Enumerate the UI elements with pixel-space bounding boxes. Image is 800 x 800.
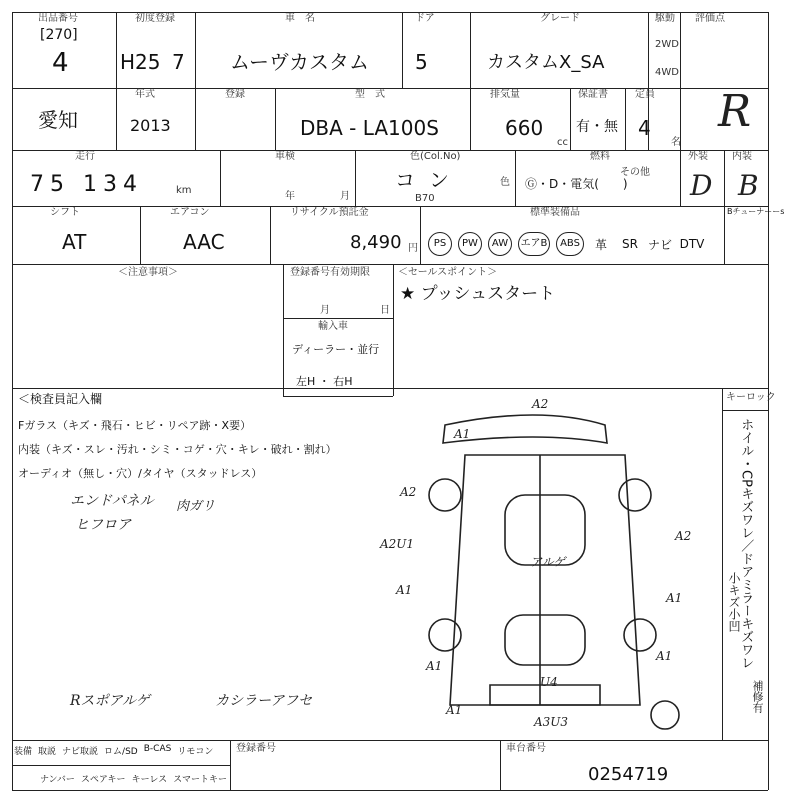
- inspect-line-3: オーディオ（無し・穴）/タイヤ（スタッドレス）: [18, 467, 263, 480]
- right-side-notes: ホイル・CPキズワレ／ドアミラーキズワレ: [738, 418, 754, 669]
- interior-grade: B: [738, 169, 759, 202]
- diagram-mark-8: A1: [426, 659, 443, 673]
- lot-number: 4: [52, 48, 69, 78]
- rule: [12, 740, 768, 741]
- b70-label: B70: [415, 193, 435, 204]
- color: コン: [395, 168, 463, 192]
- equipment-list: [428, 232, 768, 256]
- equip-pw: PW: [458, 232, 482, 256]
- right-side-small: 小キズ小凹: [727, 572, 741, 632]
- km-label: km: [176, 185, 192, 196]
- rule: [116, 12, 117, 150]
- hand-note-2: ヒフロア: [75, 517, 131, 533]
- score-value: R: [718, 86, 752, 137]
- diagram-mark-11: A1: [656, 649, 673, 663]
- diagram-mark-1: A2: [532, 397, 549, 411]
- diagram-mark-10: U4: [540, 675, 558, 689]
- rule: [140, 206, 141, 264]
- inspector-notes-label: ＜検査員記入欄: [18, 392, 103, 406]
- diagram-mark-13: アルゲ: [530, 555, 566, 569]
- rule: [12, 388, 768, 389]
- diagram-mark-12: A3U3: [534, 715, 569, 729]
- model: DBA - LA100S: [300, 116, 439, 140]
- right-side-small-2: 補修有: [751, 680, 764, 713]
- rule: [12, 790, 768, 791]
- equip-sr: SR: [622, 237, 638, 251]
- sales-point: ★ プッシュスタート: [400, 284, 556, 304]
- equip-aw: AW: [488, 232, 512, 256]
- rule: [220, 150, 221, 206]
- fuel-label: 燃料: [590, 151, 610, 162]
- month-short-label: 月: [320, 305, 330, 316]
- rule: [12, 150, 768, 151]
- equip-dtv: DTV: [679, 237, 705, 251]
- bottom-item: ロム/SD: [104, 747, 138, 757]
- rule: [283, 318, 393, 319]
- cc-label: cc: [557, 137, 568, 148]
- rule: [402, 12, 403, 88]
- inspect-line-1: Fガラス（キズ・飛石・ヒビ・リペア跡・X要）: [18, 419, 252, 432]
- rule: [195, 12, 196, 150]
- valid-until-label: 登録番号有効期限: [290, 267, 370, 278]
- bottom-item: ナンバー: [40, 775, 75, 785]
- car-wheel-fr: [619, 479, 651, 511]
- rule: [722, 388, 723, 740]
- year-label: 年式: [135, 89, 155, 100]
- fuel: Ⓖ・D・電気( ): [525, 177, 628, 191]
- capacity-label: 定員: [635, 89, 655, 100]
- warranty: 有・無: [576, 119, 618, 135]
- bottom-item: スペアキー: [80, 775, 126, 785]
- inspect-line-2: 内装（キズ・スレ・汚れ・シミ・コゲ・穴・キレ・破れ・割れ）: [18, 443, 337, 456]
- equip-navi: ナビ: [648, 237, 673, 252]
- diagram-mark-2: A1: [454, 427, 471, 441]
- mileage: 75 134: [30, 172, 143, 197]
- aircon: AAC: [183, 230, 225, 254]
- grade: カスタムX_SA: [487, 52, 605, 73]
- equipment-row-2: [40, 772, 227, 785]
- hand-note-3: 肉ガリ: [176, 499, 216, 514]
- equip-ps: PS: [428, 232, 452, 256]
- equip-abs: ABS: [556, 232, 584, 256]
- shift-label: シフト: [50, 207, 80, 218]
- bottom-mid-hand: カシラーアフセ: [215, 693, 313, 709]
- diagram-mark-6: A2: [675, 529, 692, 543]
- doors: 5: [415, 50, 428, 74]
- car-spare-wheel: [651, 701, 679, 729]
- chassis-number: 0254719: [588, 764, 669, 785]
- bottom-item: キーレス: [131, 775, 168, 785]
- bottom-item: B-CAS: [143, 744, 172, 754]
- rule: [355, 150, 356, 206]
- rule: [283, 264, 284, 396]
- auction-bracket: [270]: [40, 27, 78, 43]
- car-wheel-fl: [429, 479, 461, 511]
- model-label: 型 式: [355, 89, 385, 100]
- year: 2013: [130, 116, 171, 135]
- import-hand: 左H ・ 右H: [296, 375, 353, 388]
- rule: [680, 12, 681, 206]
- first-reg-month: 7: [172, 50, 185, 74]
- color-label: 色(Col.No): [410, 151, 461, 162]
- recycle-amount: 8,490: [350, 232, 402, 253]
- rule: [570, 88, 571, 150]
- car-rear-window: [505, 615, 585, 665]
- recycle-label: リサイクル預託金: [290, 207, 369, 218]
- equipment-row-1: [14, 744, 213, 757]
- reg-no-label: 登録番号: [236, 743, 276, 754]
- car-body: [450, 455, 640, 705]
- year-short-label: 年: [285, 191, 295, 202]
- color-short-label: 色: [500, 177, 510, 188]
- bottom-item: リモコン: [177, 747, 214, 757]
- car-name-label: 車 名: [285, 13, 315, 24]
- rule: [722, 410, 768, 411]
- import-car-label: 輸入車: [318, 321, 348, 332]
- key-label: キーロック: [726, 392, 776, 403]
- bottom-item: 装備: [14, 747, 33, 757]
- drive-label: 駆動: [655, 13, 675, 24]
- rule: [393, 264, 394, 396]
- rule: [625, 88, 626, 150]
- exterior-label: 外装: [688, 151, 708, 162]
- rule: [12, 12, 13, 790]
- sales-point-label: ＜セールスポイント＞: [398, 267, 498, 278]
- score-label: 評価点: [695, 13, 725, 24]
- warranty-label: 保証書: [578, 89, 608, 100]
- notes-label: ＜注意事項＞: [118, 267, 178, 278]
- diagram-mark-4: A2U1: [380, 537, 415, 551]
- bottom-left-hand: Rスポアルゲ: [70, 693, 150, 709]
- auction-no-label: 出品番号: [38, 13, 78, 24]
- diagram-mark-5: A1: [396, 583, 413, 597]
- rule: [230, 740, 231, 790]
- recycle-unit: 円: [408, 243, 418, 254]
- month-char-label: 月: [340, 191, 350, 202]
- interior-label: 内装: [732, 151, 752, 162]
- drive-2wd: 2WD: [655, 39, 679, 50]
- person-label: 名: [671, 137, 681, 148]
- region: 愛知: [38, 108, 78, 132]
- registered-label: 登録: [225, 89, 245, 100]
- rule: [500, 740, 501, 790]
- rule: [470, 12, 471, 150]
- sono-label: その他: [620, 167, 650, 178]
- displacement: 660: [505, 116, 544, 140]
- bottom-item: スマートキー: [173, 775, 227, 785]
- capacity: 4: [638, 116, 651, 140]
- hand-note-1: エンドパネル: [70, 493, 154, 509]
- grade-label: グレード: [540, 13, 580, 24]
- car-name: ムーヴカスタム: [230, 50, 369, 74]
- rule: [270, 206, 271, 264]
- rule: [275, 88, 276, 150]
- displacement-label: 排気量: [490, 89, 520, 100]
- diagram-mark-9: A1: [446, 703, 463, 717]
- car-wheel-rl: [429, 619, 461, 651]
- car-wheel-rr: [624, 619, 656, 651]
- drive-4wd: 4WD: [655, 67, 679, 78]
- exterior-grade: D: [690, 169, 713, 202]
- equip-extra-label: Bチューナーーs: [727, 207, 785, 216]
- rule: [12, 765, 230, 766]
- diagram-mark-7: A1: [666, 591, 683, 605]
- rule: [420, 206, 421, 264]
- bottom-item: ナビ取説: [62, 747, 99, 757]
- doors-label: ドア: [415, 13, 435, 24]
- first-reg-label: 初度登録: [135, 13, 175, 24]
- shift: AT: [62, 230, 87, 254]
- aircon-label: エアコン: [170, 207, 210, 218]
- mileage-label: 走行: [75, 151, 95, 162]
- import-dealer: ディーラー・並行: [292, 343, 380, 356]
- inspection-label: 車検: [275, 151, 295, 162]
- equip-airbag: エアB: [518, 232, 550, 256]
- rule: [12, 264, 768, 265]
- equipment-label: 標準装備品: [530, 207, 580, 218]
- diagram-mark-3: A2: [400, 485, 417, 499]
- chassis-label: 車台番号: [506, 743, 546, 754]
- rule: [12, 206, 768, 207]
- equip-leather: 革: [594, 237, 607, 252]
- rule: [515, 150, 516, 206]
- day-short-label: 日: [380, 305, 390, 316]
- bottom-item: 取説: [38, 747, 57, 757]
- first-reg-era: H25: [120, 50, 161, 74]
